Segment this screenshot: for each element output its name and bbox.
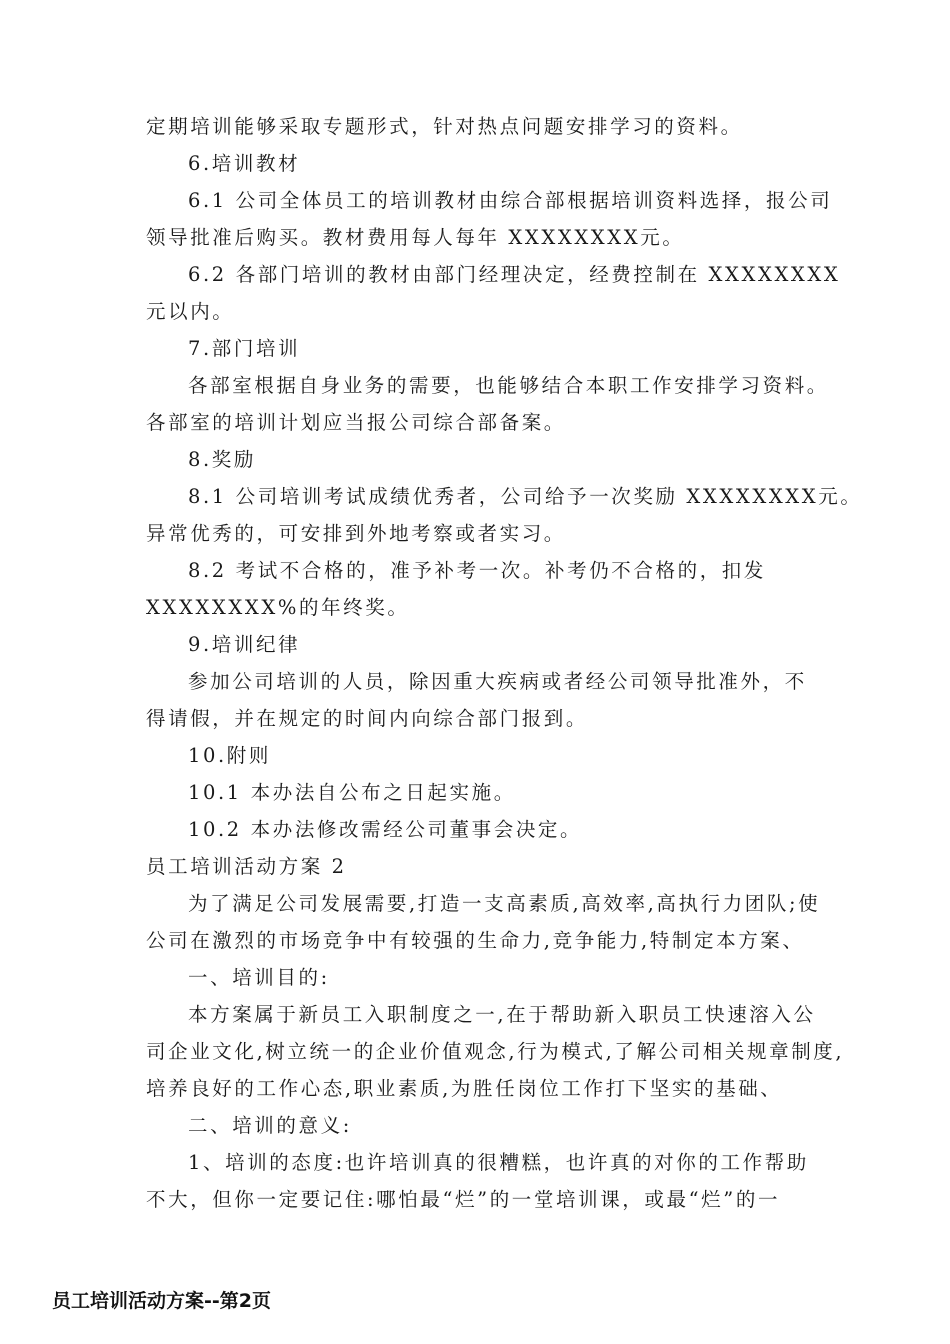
body-line: 8.2 考试不合格的，准予补考一次。补考仍不合格的，扣发 <box>188 559 767 582</box>
body-line: 培养良好的工作心态,职业素质,为胜任岗位工作打下坚实的基础、 <box>146 1077 783 1100</box>
body-line: 各部室的培训计划应当报公司综合部备案。 <box>146 411 566 434</box>
body-line: 公司在激烈的市场竞争中有较强的生命力,竞争能力,特制定本方案、 <box>146 929 805 952</box>
body-line: 不大，但你一定要记住:哪怕最“烂”的一堂培训课，或最“烂”的一 <box>146 1188 781 1211</box>
body-line: 6.1 公司全体员工的培训教材由综合部根据培训资料选择，报公司 <box>188 189 833 212</box>
section-heading: 10.附则 <box>188 744 272 767</box>
body-line: 为了满足公司发展需要,打造一支高素质,高效率,高执行力团队;使 <box>188 892 821 915</box>
body-line: 1、培训的态度:也许培训真的很糟糕，也许真的对你的工作帮助 <box>188 1151 809 1174</box>
body-line: 定期培训能够采取专题形式，针对热点问题安排学习的资料。 <box>146 115 743 138</box>
body-line: XXXXXXXX%的年终奖。 <box>146 596 410 619</box>
body-line: 6.2 各部门培训的教材由部门经理决定，经费控制在 XXXXXXXX <box>188 263 841 286</box>
body-line: 元以内。 <box>146 300 235 323</box>
body-line: 10.1 本办法自公布之日起实施。 <box>188 781 516 804</box>
body-line: 异常优秀的，可安排到外地考察或者实习。 <box>146 522 566 545</box>
body-line: 8.1 公司培训考试成绩优秀者，公司给予一次奖励 XXXXXXXX元。 <box>188 485 863 508</box>
section-heading: 二、培训的意义: <box>188 1114 352 1137</box>
body-line: 得请假，并在规定的时间内向综合部门报到。 <box>146 707 589 730</box>
section-heading: 7.部门培训 <box>188 337 301 360</box>
section-heading: 6.培训教材 <box>188 152 301 175</box>
document-title: 员工培训活动方案 2 <box>146 855 347 878</box>
body-line: 领导批准后购买。教材费用每人每年 XXXXXXXX元。 <box>146 226 685 249</box>
page-footer: 员工培训活动方案--第2页 <box>52 1290 271 1312</box>
body-line: 各部室根据自身业务的需要，也能够结合本职工作安排学习资料。 <box>188 374 829 397</box>
body-line: 10.2 本办法修改需经公司董事会决定。 <box>188 818 583 841</box>
section-heading: 8.奖励 <box>188 448 257 471</box>
body-line: 参加公司培训的人员，除因重大疾病或者经公司领导批准外，不 <box>188 670 807 693</box>
body-line: 本方案属于新员工入职制度之一,在于帮助新入职员工快速溶入公 <box>188 1003 816 1026</box>
section-heading: 一、培训目的: <box>188 966 330 989</box>
section-heading: 9.培训纪律 <box>188 633 301 656</box>
body-line: 司企业文化,树立统一的企业价值观念,行为模式,了解公司相关规章制度, <box>146 1040 845 1063</box>
